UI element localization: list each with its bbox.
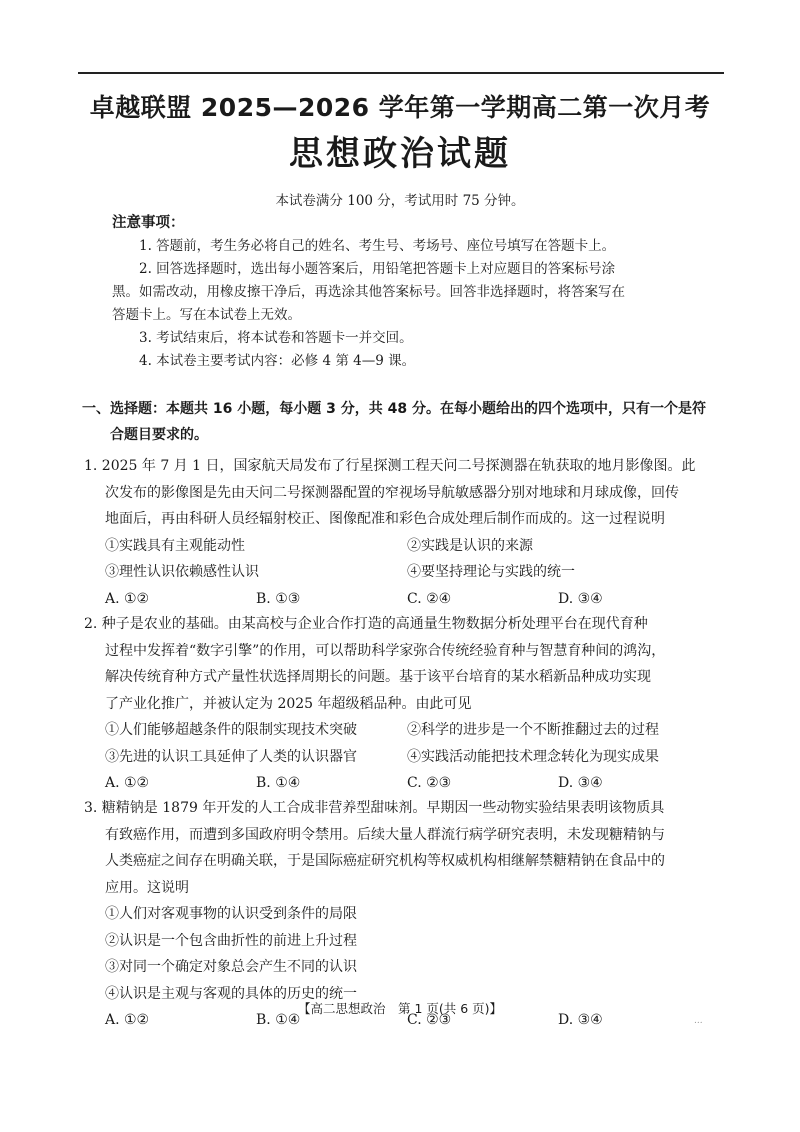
exam-title: 卓越联盟 2025—2026 学年第一学期高二第一次月考 (89, 93, 711, 122)
question-text: 2. 种子是农业的基础。由某高校与企业合作打造的高通量生物数据分析处理平台在现代育种 (84, 616, 648, 632)
statement: ③先进的认识工具延伸了人类的认识器官 (105, 748, 357, 765)
statement: ④认识是主观与客观的具体的历史的统一 (105, 985, 357, 1002)
exam-note: 本试卷满分 100 分，考试用时 75 分钟。 (275, 193, 525, 209)
statement: ③对同一个确定对象总会产生不同的认识 (105, 959, 357, 975)
question-text: 了产业化推广，并被认定为 2025 年超级稻品种。由此可见 (105, 695, 472, 712)
question-text: 3. 糖精钠是 1879 年开发的人工合成非营养型甜味剂。早期因一些动物实验结果表明该物质具 (84, 800, 665, 816)
choice-c: C. ②④ (407, 590, 452, 607)
notice-item: 黑。如需改动，用橡皮擦干净后，再选涂其他答案标号。回答非选择题时，将答案写在 (112, 284, 625, 300)
notice-item: 1. 答题前，考生务必将自己的姓名、考生号、考场号、座位号填写在答题卡上。 (139, 238, 616, 254)
page-footer: 【高二思想政治 第 1 页(共 6 页)】 (297, 1001, 503, 1016)
corner-mark: ... (694, 1016, 703, 1026)
choice-d: D. ③④ (558, 1012, 603, 1028)
choice-b: B. ①③ (256, 590, 301, 607)
choice-a: A. ①② (105, 775, 150, 791)
question-text: 地面后，再由科研人员经辐射校正、图像配准和彩色合成处理后制作而成的。这一过程说明 (105, 511, 665, 527)
notice-item: 2. 回答选择题时，选出每小题答案后，用铅笔把答题卡上对应题目的答案标号涂 (139, 261, 616, 277)
choice-b: B. ①④ (256, 1012, 301, 1028)
question-text: 次发布的影像图是先由天问二号探测器配置的窄视场导航敏感器分别对地球和月球成像，回传 (105, 484, 679, 501)
statement: ④要坚持理论与实践的统一 (407, 564, 575, 580)
notice-item: 3. 考试结束后，将本试卷和答题卡一并交回。 (139, 330, 413, 346)
top-rule (78, 72, 724, 74)
question-3 (84, 795, 704, 1034)
statement: ②实践是认识的来源 (407, 537, 533, 554)
question-1 (84, 453, 704, 612)
choice-d: D. ③④ (558, 775, 603, 791)
choice-c: C. ②③ (407, 775, 452, 791)
statement: ④实践活动能把技术理念转化为现实成果 (407, 748, 659, 765)
statement: ②认识是一个包含曲折性的前进上升过程 (105, 932, 357, 949)
question-2 (84, 611, 704, 797)
notice-heading: 注意事项： (112, 215, 185, 231)
statement: ①人们对客观事物的认识受到条件的局限 (105, 906, 357, 922)
notice-block (112, 212, 692, 373)
choice-b: B. ①④ (256, 775, 301, 791)
question-text: 应用。这说明 (105, 879, 189, 896)
section-heading (82, 396, 722, 448)
statement: ①实践具有主观能动性 (105, 537, 245, 554)
section-line: 合题目要求的。 (110, 427, 208, 443)
statement: ②科学的进步是一个不断推翻过去的过程 (407, 722, 659, 738)
subject-title: 思想政治试题 (289, 134, 511, 174)
question-text: 解决传统育种方式产量性状选择周期长的问题。基于该平台培育的某水稻新品种成功实现 (105, 669, 651, 685)
section-line: 一、选择题：本题共 16 小题，每小题 3 分，共 48 分。在每小题给出的四个选项中，只有一个是符 (82, 401, 706, 417)
question-text: 有致癌作用，而遭到多国政府明令禁用。后续大量人群流行病学研究表明，未发现糖精钠与 (105, 826, 665, 843)
choice-c: C. ②③ (407, 1012, 452, 1028)
choice-d: D. ③④ (558, 590, 603, 607)
question-text: 过程中发挥着“数字引擎”的作用，可以帮助科学家弥合传统经验育种与智慧育种间的鸿沟， (105, 642, 666, 659)
notice-item: 4. 本试卷主要考试内容：必修 4 第 4—9 课。 (139, 353, 416, 369)
choice-a: A. ①② (105, 590, 150, 607)
notice-item: 答题卡上。写在本试卷上无效。 (112, 307, 301, 323)
statement: ①人们能够超越条件的限制实现技术突破 (105, 722, 357, 738)
choice-a: A. ①② (105, 1012, 150, 1028)
statement: ③理性认识依赖感性认识 (105, 564, 259, 580)
question-text: 人类癌症之间存在明确关联，于是国际癌症研究机构等权威机构相继解禁糖精钠在食品中的 (105, 853, 665, 869)
question-text: 1. 2025 年 7 月 1 日，国家航天局发布了行星探测工程天问二号探测器在轨获取的地月影像图。此 (84, 458, 696, 474)
